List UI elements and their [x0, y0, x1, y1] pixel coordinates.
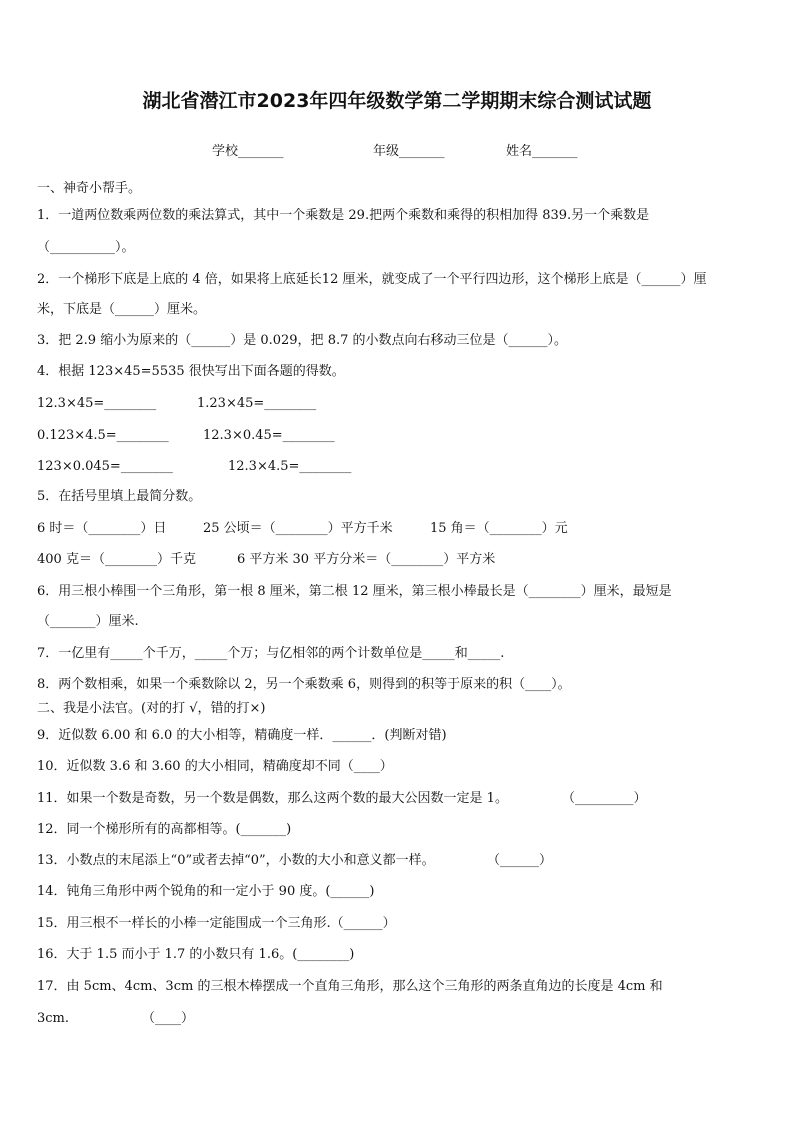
question-11: 11．如果一个数是奇数，另一个数是偶数，那么这两个数的最大公因数一定是 1。	[37, 791, 508, 806]
page-title: 湖北省潜江市2023年四年级数学第二学期期末综合测试试题	[142, 90, 652, 112]
section-heading-2: 二、我是小法官。(对的打 √，错的打×)	[37, 701, 266, 716]
question-5-stem: 5．在括号里填上最简分数。	[37, 489, 202, 504]
question-4-item-3: 0.123×4.5=________	[37, 428, 169, 443]
question-8: 8．两个数相乘，如果一个乘数除以 2，另一个乘数乘 6，则得到的积等于原来的积（____）。	[37, 677, 571, 692]
question-4-item-4: 12.3×0.45=________	[203, 428, 335, 443]
question-3: 3．把 2.9 缩小为原来的（______）是 0.029，把 8.7 的小数点向右移动三位是（______）。	[37, 333, 567, 348]
question-13-blank: （______）	[487, 853, 553, 868]
question-4-item-6: 12.3×4.5=________	[228, 459, 352, 474]
question-5-item-5: 6 平方米 30 平方分米＝（________）平方米	[237, 552, 496, 567]
question-1-line-1: 1．一道两位数乘两位数的乘法算式，其中一个乘数是 29.把两个乘数和乘得的积相加得 839.另一个乘数是	[37, 208, 650, 223]
question-5-item-1: 6 时＝（________）日	[37, 521, 167, 536]
question-16: 16．大于 1.5 而小于 1.7 的小数只有 1.6。(________)	[37, 947, 355, 962]
question-13: 13．小数点的末尾添上“0”或者去掉“0”，小数的大小和意义都一样。	[37, 853, 435, 868]
question-4-item-2: 1.23×45=________	[197, 396, 317, 411]
question-7: 7．一亿里有_____个千万，_____个万；与亿相邻的两个计数单位是_____和_____.	[37, 646, 505, 661]
question-4-item-5: 123×0.045=________	[37, 459, 173, 474]
question-5-item-3: 15 角＝（________）元	[430, 521, 568, 536]
question-11-blank: （_________）	[562, 791, 647, 806]
name-field: 姓名_______	[506, 144, 578, 159]
section-heading-1: 一、神奇小帮手。	[37, 181, 142, 196]
question-5-item-2: 25 公顷＝（________）平方千米	[203, 521, 393, 536]
question-17-line-2: 3cm.	[37, 1011, 70, 1026]
question-17-line-1: 17．由 5cm、4cm、3cm 的三根木棒摆成一个直角三角形，那么这个三角形的两条直角边的长度是 4cm 和	[37, 979, 663, 994]
question-17-blank: （____）	[142, 1011, 195, 1026]
question-4-stem: 4．根据 123×45=5535 很快写出下面各题的得数。	[37, 364, 345, 379]
question-9: 9．近似数 6.00 和 6.0 的大小相等，精确度一样．______．(判断对错)	[37, 728, 447, 743]
question-2-line-1: 2．一个梯形下底是上底的 4 倍，如果将上底延长12 厘米，就变成了一个平行四边形，这个梯形上底是（______）厘	[37, 272, 707, 287]
question-14: 14．钝角三角形中两个锐角的和一定小于 90 度。(______)	[37, 884, 375, 899]
question-4-item-1: 12.3×45=________	[37, 396, 157, 411]
question-6-line-2: （_______）厘米.	[37, 614, 139, 629]
question-1-line-2: （__________）。	[37, 240, 135, 255]
question-6-line-1: 6．用三根小棒围一个三角形，第一根 8 厘米，第二根 12 厘米，第三根小棒最长是（________）厘米，最短是	[37, 584, 672, 599]
question-10: 10．近似数 3.6 和 3.60 的大小相同，精确度却不同（____）	[37, 759, 393, 774]
question-5-item-4: 400 克＝（________）千克	[37, 552, 196, 567]
question-15: 15．用三根不一样长的小棒一定能围成一个三角形.（______）	[37, 916, 396, 931]
school-field: 学校_______	[212, 144, 284, 159]
question-2-line-2: 米，下底是（______）厘米。	[37, 302, 207, 317]
grade-field: 年级_______	[373, 144, 445, 159]
question-12: 12．同一个梯形所有的高都相等。(_______)	[37, 822, 292, 837]
